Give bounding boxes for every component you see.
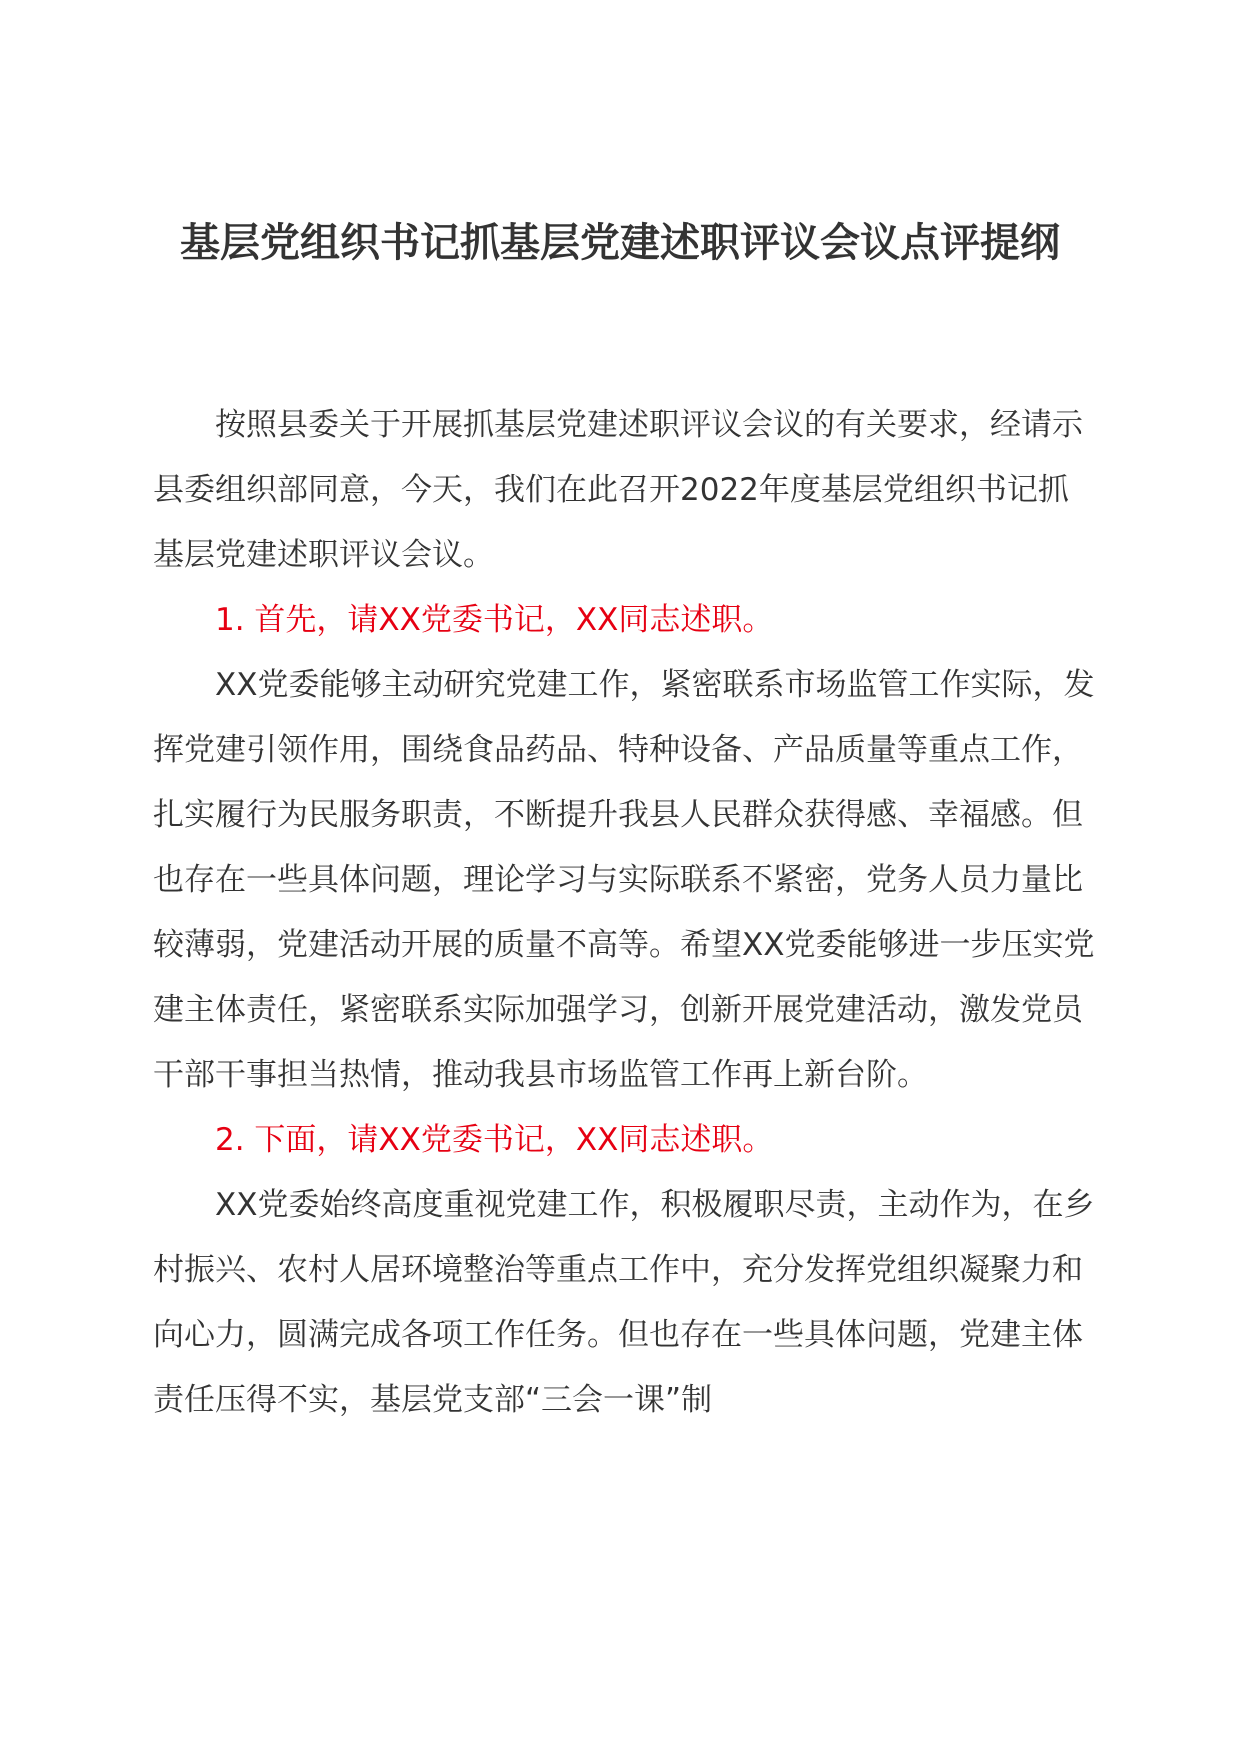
- document-body: [153, 393, 1098, 1433]
- intro-paragraph: 按照县委关于开展抓基层党建述职评议会议的有关要求，经请示县委组织部同意，今天，我们在此召开2022年度基层党组织书记抓基层党建述职评议会议。: [153, 407, 1083, 573]
- document-title: 基层党组织书记抓基层党建述职评议会议点评提纲: [180, 220, 1060, 266]
- comment-paragraph-2: XX党委始终高度重视党建工作，积极履职尽责，主动作为，在乡村振兴、农村人居环境整治等重点工作中，充分发挥党组织凝聚力和向心力，圆满完成各项工作任务。但也存在一些具体问题，党建主体责任压得不实，基层党支部“三会一课”制: [153, 1187, 1095, 1418]
- comment-paragraph-1: XX党委能够主动研究党建工作，紧密联系市场监管工作实际，发挥党建引领作用，围绕食品药品、特种设备、产品质量等重点工作，扎实履行为民服务职责，不断提升我县人民群众获得感、幸福感。但也存在一些具体问题，理论学习与实际联系不紧密，党务人员力量比较薄弱，党建活动开展的质量不高等。希望XX党委能够进一步压实党建主体责任，紧密联系实际加强学习，创新开展党建活动，激发党员干部干事担当热情，推动我县市场监管工作再上新台阶。: [153, 667, 1095, 1093]
- agenda-item-1: 1. 首先，请XX党委书记，XX同志述职。: [215, 602, 774, 638]
- agenda-item-2: 2. 下面，请XX党委书记，XX同志述职。: [215, 1122, 774, 1158]
